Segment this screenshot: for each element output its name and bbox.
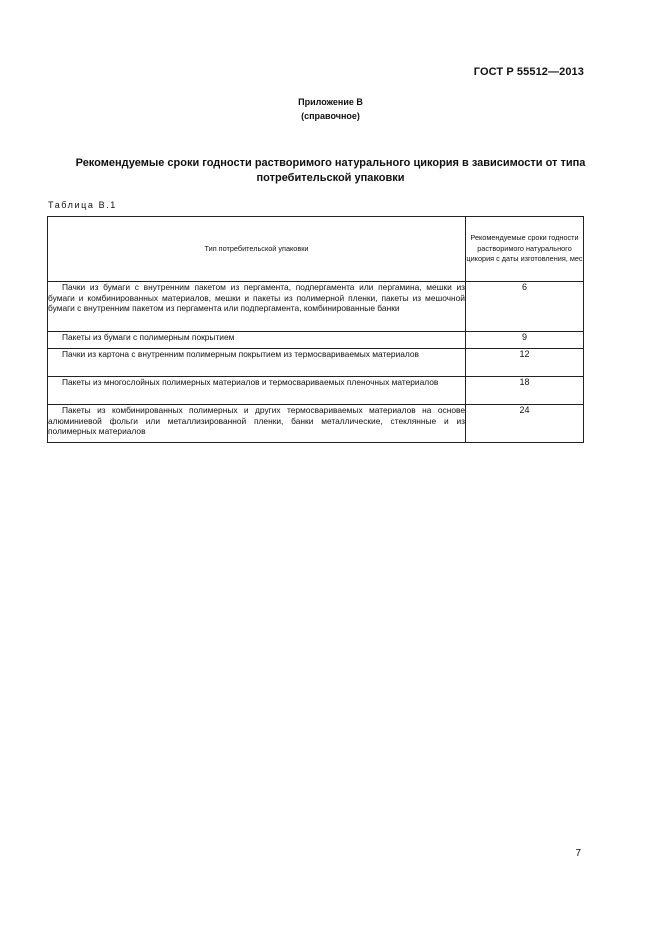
row-2-description [48, 332, 466, 349]
section-heading-line-2: потребительской упаковки [256, 172, 405, 184]
table-row [48, 377, 584, 405]
row-3-description [48, 349, 466, 377]
table-row [48, 332, 584, 349]
appendix-title: Приложение В [298, 97, 363, 107]
column-header-package-type: Тип потребительской упаковки [48, 217, 466, 282]
table-row [48, 282, 584, 332]
row-1-description-text: Пачки из бумаги с внутренним пакетом из пергамента, подпергамента или пергамина, мешки из бумаги и комбинированных материалов, мешки и пакеты из полимерной пленки, пакеты из мешочной бумаги с внутренним пакетом из пергамента или подпергамента, комбинированные банки [48, 282, 465, 314]
shelf-life-table [47, 216, 584, 443]
column-header-shelf-life: Рекомендуемые сроки годности растворимого натурального цикория с даты изготовления, мес [466, 217, 584, 282]
row-5-value: 24 [466, 405, 584, 443]
table-header-row [48, 217, 584, 282]
row-3-value: 12 [466, 349, 584, 377]
appendix-subtitle: (справочное) [301, 111, 360, 121]
row-4-description-text: Пакеты из многослойных полимерных материалов и термосвариваемых пленочных материалов [62, 377, 439, 387]
row-2-value: 9 [466, 332, 584, 349]
section-heading [40, 156, 621, 186]
row-4-value: 18 [466, 377, 584, 405]
table-row [48, 405, 584, 443]
row-1-description [48, 282, 466, 332]
section-heading-line-1: Рекомендуемые сроки годности растворимого натурального цикория в зависимости от типа [75, 157, 586, 169]
appendix-block [0, 95, 661, 123]
page-number: 7 [575, 848, 581, 859]
document-code: ГОСТ Р 55512—2013 [473, 66, 584, 78]
row-5-description-text: Пакеты из комбинированных полимерных и других термосвариваемых материалов на основе алюминиевой фольги или металлизированной пленки, банки металлические, стеклянные и из полимерных материалов [48, 405, 465, 437]
row-2-description-text: Пакеты из бумаги с полимерным покрытием [62, 332, 235, 342]
row-3-description-text: Пачки из картона с внутренним полимерным покрытием из термосвариваемых материалов [62, 349, 419, 359]
row-1-value: 6 [466, 282, 584, 332]
row-4-description [48, 377, 466, 405]
row-5-description [48, 405, 466, 443]
table-caption: Таблица В.1 [48, 200, 117, 210]
table-row [48, 349, 584, 377]
